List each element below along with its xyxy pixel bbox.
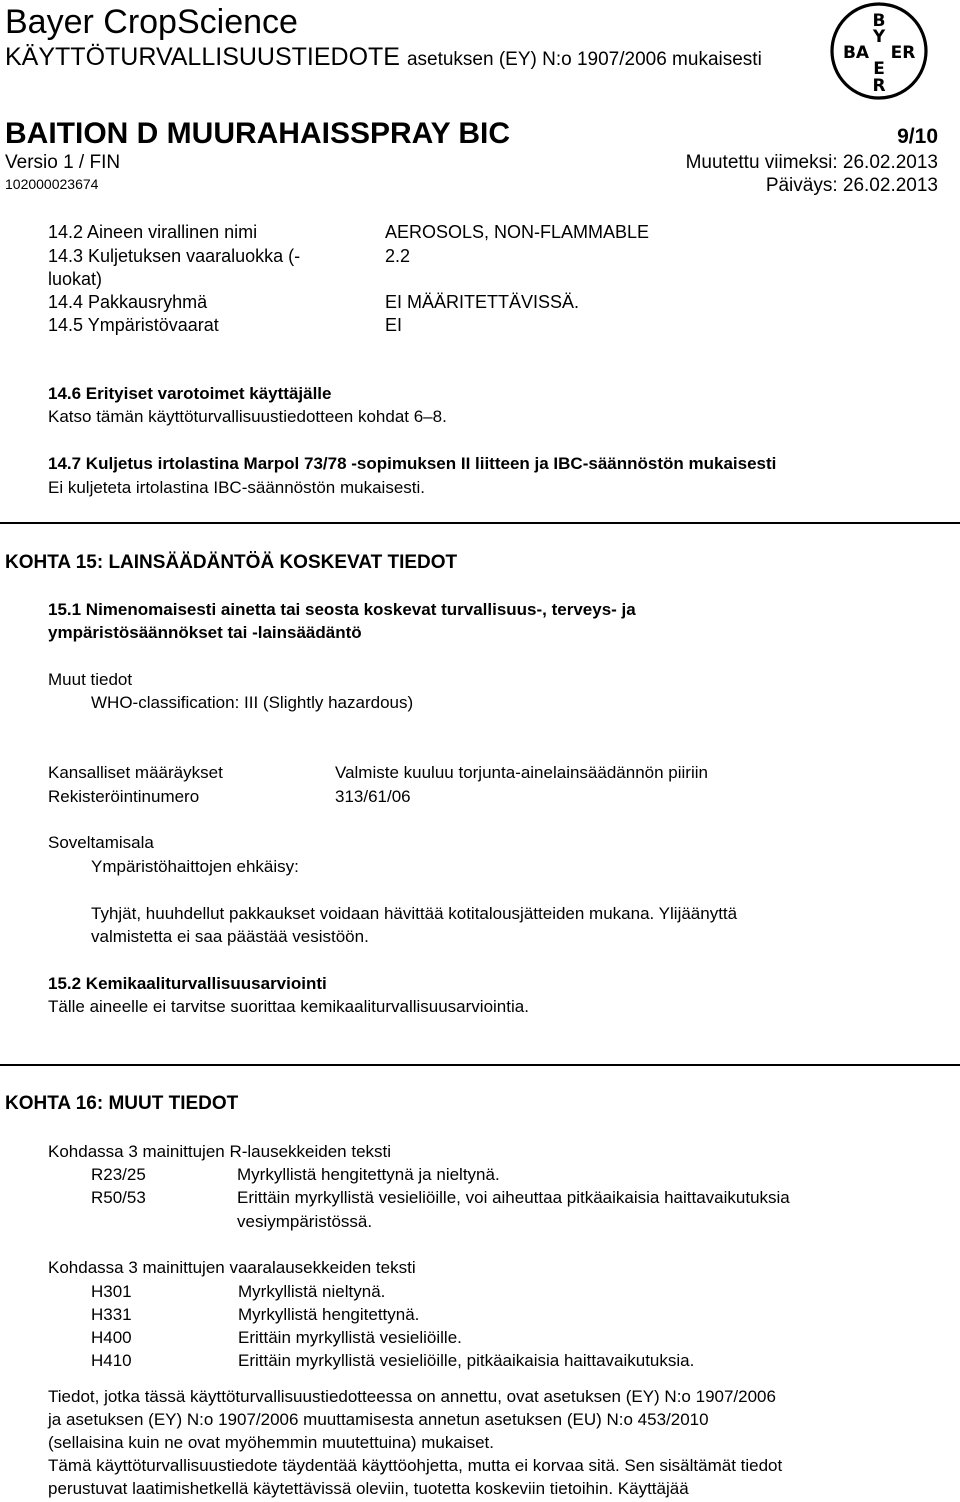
revised-date: Muutettu viimeksi: 26.02.2013 bbox=[685, 152, 938, 173]
environmental-protection-text: Tyhjät, huuhdellut pakkaukset voidaan hävittää kotitalousjätteiden mukana. Ylijäänyttä bbox=[91, 904, 738, 923]
row-label-14-4: 14.4 Pakkausryhmä bbox=[48, 292, 208, 312]
section-15-title: KOHTA 15: LAINSÄÄDÄNTÖÄ KOSKEVAT TIEDOT bbox=[5, 552, 458, 573]
application-label: Soveltamisala bbox=[48, 833, 154, 852]
closing-paragraph-line: perustuvat laatimishetkellä käytettävissä oleviin, tuotetta koskeviin tietoihin. Käyttäjää bbox=[48, 1479, 689, 1498]
regulation-reference: asetuksen (EY) N:o 1907/2006 mukaisesti bbox=[406, 49, 762, 70]
row-value-14-3: 2.2 bbox=[385, 246, 411, 266]
national-regulations-label: Kansalliset määräykset bbox=[48, 763, 223, 782]
national-regulations-value: Valmiste kuuluu torjunta-ainelainsäädännön piiriin bbox=[335, 763, 708, 782]
closing-paragraph-line: Tämä käyttöturvallisuustiedote täydentää käyttöohjetta, mutta ei korvaa sitä. Sen sisältämät tiedot bbox=[48, 1456, 783, 1475]
r-phrase-text-cont: vesiympäristössä. bbox=[237, 1212, 373, 1231]
h-statement-code: H400 bbox=[91, 1328, 132, 1347]
svg-text:ER: ER bbox=[890, 43, 916, 63]
row-label-14-3-cont: luokat) bbox=[48, 269, 103, 289]
svg-text:BA: BA bbox=[842, 43, 870, 63]
row-label-14-5: 14.5 Ympäristövaarat bbox=[48, 315, 219, 335]
registration-number-label: Rekisteröintinumero bbox=[48, 787, 200, 806]
other-info-label: Muut tiedot bbox=[48, 670, 133, 689]
registration-number-value: 313/61/06 bbox=[335, 787, 411, 806]
h-statement-text: Myrkyllistä nieltynä. bbox=[238, 1282, 386, 1301]
h-statement-code: H331 bbox=[91, 1305, 132, 1324]
svg-text:R: R bbox=[872, 76, 886, 96]
heading-14-6: 14.6 Erityiset varotoimet käyttäjälle bbox=[48, 384, 332, 403]
r-phrase-code: R23/25 bbox=[91, 1165, 146, 1184]
sds-title bbox=[5, 42, 762, 75]
heading-15-1: 15.1 Nimenomaisesti ainetta tai seosta koskevat turvallisuus-, terveys- ja bbox=[48, 600, 636, 619]
text-14-6: Katso tämän käyttöturvallisuustiedotteen kohdat 6–8. bbox=[48, 407, 447, 426]
h-statements-heading: Kohdassa 3 mainittujen vaaralausekkeiden teksti bbox=[48, 1258, 416, 1277]
issue-date: Päiväys: 26.02.2013 bbox=[765, 175, 938, 196]
closing-paragraph-line: ja asetuksen (EY) N:o 1907/2006 muuttamisesta annetun asetuksen (EU) N:o 453/2010 bbox=[48, 1410, 709, 1429]
version-label: Versio 1 / FIN bbox=[5, 152, 121, 173]
r-phrase-text: Myrkyllistä hengitettynä ja nieltynä. bbox=[237, 1165, 500, 1184]
h-statement-text: Erittäin myrkyllistä vesieliöille. bbox=[238, 1328, 462, 1347]
who-classification: WHO-classification: III (Slightly hazardous) bbox=[91, 693, 414, 712]
text-15-2: Tälle aineelle ei tarvitse suorittaa kemikaaliturvallisuusarviointia. bbox=[48, 997, 529, 1016]
environmental-protection-text-cont: valmistetta ei saa päästää vesistöön. bbox=[91, 927, 369, 946]
svg-text:B: B bbox=[872, 11, 886, 31]
document-number: 102000023674 bbox=[5, 176, 99, 192]
heading-14-7: 14.7 Kuljetus irtolastina Marpol 73/78 -sopimuksen II liitteen ja IBC-säännöstön mukaisesti bbox=[48, 454, 777, 473]
section-divider bbox=[0, 1064, 960, 1066]
row-value-14-5: EI bbox=[385, 315, 403, 335]
company-name: Bayer CropScience bbox=[5, 3, 298, 41]
h-statement-text: Myrkyllistä hengitettynä. bbox=[238, 1305, 420, 1324]
r-phrases-heading: Kohdassa 3 mainittujen R-lausekkeiden teksti bbox=[48, 1142, 392, 1161]
text-14-7: Ei kuljeteta irtolastina IBC-säännöstön mukaisesti. bbox=[48, 478, 426, 497]
closing-paragraph-line: Tiedot, jotka tässä käyttöturvallisuustiedotteessa on annettu, ovat asetuksen (EY) N:o 1907/2006 bbox=[48, 1387, 776, 1406]
svg-text:Y: Y bbox=[872, 27, 886, 47]
row-value-14-2: AEROSOLS, NON-FLAMMABLE bbox=[385, 222, 650, 242]
closing-paragraph-line: (sellaisina kuin ne ovat myöhemmin muutettuina) mukaiset. bbox=[48, 1433, 494, 1452]
svg-text:E: E bbox=[873, 59, 885, 79]
heading-15-2: 15.2 Kemikaaliturvallisuusarviointi bbox=[48, 974, 327, 993]
r-phrase-text: Erittäin myrkyllistä vesieliöille, voi aiheuttaa pitkäaikaisia haittavaikutuksia bbox=[237, 1188, 790, 1207]
page-number: 9/10 bbox=[897, 125, 938, 148]
heading-15-1-cont: ympäristösäännökset tai -lainsäädäntö bbox=[48, 623, 362, 642]
environmental-protection-label: Ympäristöhaittojen ehkäisy: bbox=[91, 857, 299, 876]
row-label-14-2: 14.2 Aineen virallinen nimi bbox=[48, 222, 258, 242]
bayer-cross-logo bbox=[829, 1, 929, 101]
row-value-14-4: EI MÄÄRITETTÄVISSÄ. bbox=[385, 292, 580, 312]
sds-title-main: KÄYTTÖTURVALLISUUSTIEDOTE bbox=[5, 43, 400, 71]
row-label-14-3: 14.3 Kuljetuksen vaaraluokka (- bbox=[48, 246, 301, 266]
h-statement-code: H301 bbox=[91, 1282, 132, 1301]
h-statement-code: H410 bbox=[91, 1351, 132, 1370]
section-divider bbox=[0, 522, 960, 524]
h-statement-text: Erittäin myrkyllistä vesieliöille, pitkäaikaisia haittavaikutuksia. bbox=[238, 1351, 695, 1370]
r-phrase-code: R50/53 bbox=[91, 1188, 146, 1207]
section-16-title: KOHTA 16: MUUT TIEDOT bbox=[5, 1093, 239, 1114]
product-name: BAITION D MUURAHAISSPRAY BIC bbox=[5, 117, 511, 150]
